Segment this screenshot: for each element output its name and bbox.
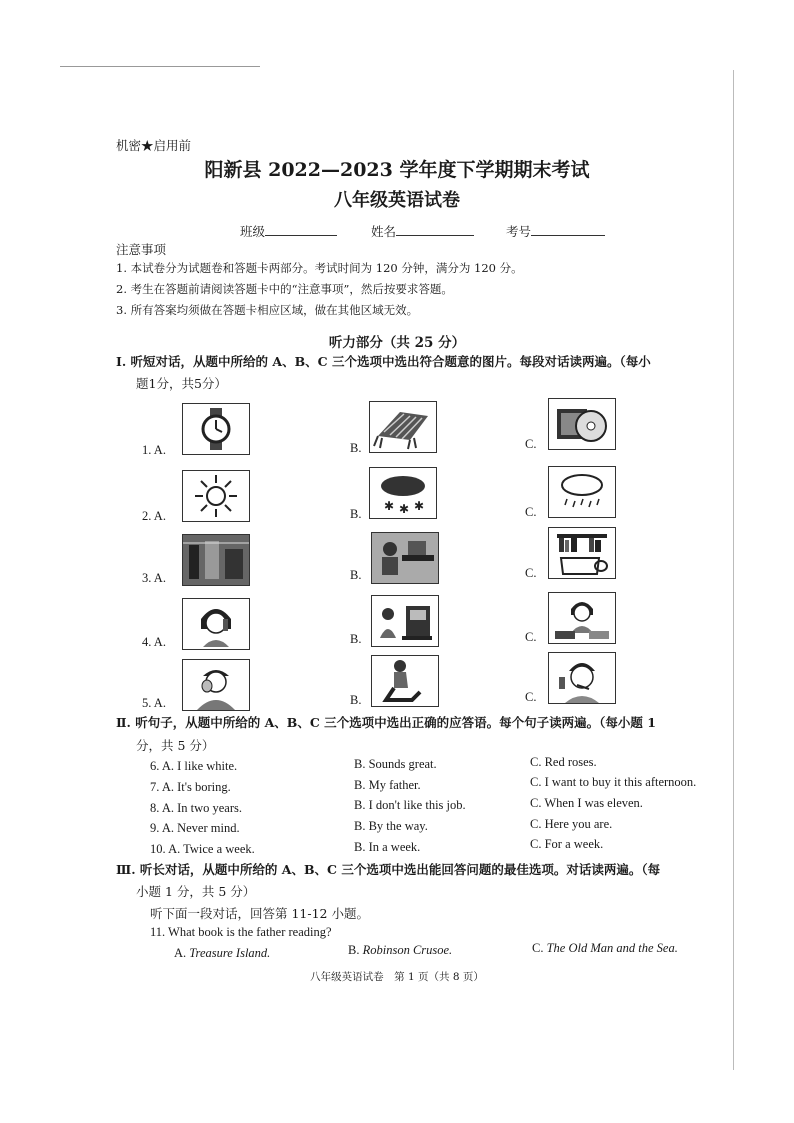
svg-text:✱: ✱ (384, 499, 395, 513)
q11-option-b[interactable] (348, 943, 452, 958)
part1-instruction: Ⅰ. 听短对话，从题中所给的 A、B、C 三个选项中选出符合题意的图片。每段对话读两遍。（每小 (116, 354, 651, 369)
desk-scene-icon (372, 533, 438, 583)
listening-heading: 听力部分（共 25 分） (328, 335, 466, 351)
q3-option-c-image[interactable] (548, 527, 616, 579)
q5-option-a-image[interactable] (182, 659, 250, 711)
q1-option-c-image[interactable] (548, 398, 616, 450)
q3-label: 3. A. (142, 571, 166, 585)
exam-subtitle: 八年级英语试卷 (334, 190, 460, 211)
q4-c-label: C. (525, 630, 537, 644)
q11-c-prefix: C. (532, 941, 544, 955)
q8-row (150, 801, 242, 816)
q6-option-a[interactable]: A. I like white. (161, 759, 238, 773)
snow-cloud-icon (370, 468, 436, 518)
q11-a-text: Treasure Island. (189, 946, 271, 960)
name-field[interactable] (396, 223, 474, 236)
q10-row (150, 842, 255, 857)
note-item: 3. 所有答案均须做在答题卡相应区域，做在其他区域无效。 (116, 303, 419, 317)
q3-option-a-image[interactable] (182, 534, 250, 586)
rain-cloud-icon (549, 467, 615, 517)
q5-c-label: C. (525, 690, 537, 704)
note-item: 2. 考生在答题前请阅读答题卡中的“注意事项”，然后按要求答题。 (116, 282, 453, 296)
q8-number: 8. (150, 801, 160, 815)
girl-phone-icon (183, 599, 249, 649)
confidential-mark: 机密★启用前 (116, 138, 192, 153)
binding-edge-line (733, 70, 734, 1070)
boy-toothache-icon (183, 660, 249, 710)
q9-option-c[interactable]: C. Here you are. (530, 817, 613, 831)
class-label: 班级 (240, 224, 266, 239)
q11-question: 11. What book is the father reading? (150, 925, 332, 939)
factory-scene-icon (183, 535, 249, 585)
exam-title: 阳新县 2022—2023 学年度下学期期末考试 (204, 159, 590, 181)
q6-option-c[interactable]: C. Red roses. (530, 755, 597, 769)
q2-b-label: B. (350, 507, 362, 521)
number-label: 考号 (505, 224, 531, 239)
girl-books-icon (549, 593, 615, 643)
part2-instruction: Ⅱ. 听句子，从题中所给的 A、B、C 三个选项中选出正确的应答语。每个句子读两遍。（每小题 1 (116, 715, 656, 730)
q7-option-c[interactable]: C. I want to buy it this afternoon. (530, 775, 697, 789)
q7-number: 7. (150, 780, 160, 794)
q9-number: 9. (150, 821, 160, 835)
q6-row (150, 759, 237, 774)
q8-option-c[interactable]: C. When I was eleven. (530, 796, 643, 810)
q1-c-label: C. (525, 437, 537, 451)
part3-instruction: Ⅲ. 听长对话，从题中所给的 A、B、C 三个选项中选出能回答问题的最佳选项。对话读两遍。（每 (116, 862, 661, 877)
q5-b-label: B. (350, 693, 362, 707)
q4-option-b-image[interactable] (371, 595, 439, 647)
q9-option-a[interactable]: A. Never mind. (161, 821, 240, 835)
q4-label: 4. A. (142, 635, 166, 649)
top-rule (60, 66, 260, 67)
name-label: 姓名 (370, 224, 396, 239)
part3-lead: 听下面一段对话，回答第 11-12 小题。 (150, 906, 369, 921)
scarf-icon (370, 402, 436, 452)
part2-instruction-cont: 分，共 5 分） (136, 738, 215, 753)
q8-option-b[interactable]: B. I don't like this job. (354, 798, 466, 812)
svg-text:✱: ✱ (399, 502, 410, 516)
q10-option-b[interactable]: B. In a week. (354, 840, 421, 854)
class-field[interactable] (265, 223, 337, 236)
q4-option-a-image[interactable] (182, 598, 250, 650)
q2-label: 2. A. (142, 509, 166, 523)
q7-option-b[interactable]: B. My father. (354, 778, 421, 792)
q4-option-c-image[interactable] (548, 592, 616, 644)
number-field[interactable] (531, 223, 605, 236)
q8-option-a[interactable]: A. In two years. (161, 801, 243, 815)
q9-option-b[interactable]: B. By the way. (354, 819, 428, 833)
q9-row (150, 821, 240, 836)
q5-option-c-image[interactable] (548, 652, 616, 704)
girl-reading-icon (372, 596, 438, 646)
q3-c-label: C. (525, 566, 537, 580)
svg-text:✱: ✱ (414, 499, 425, 513)
part1-instruction-cont: 题1分，共5分） (136, 376, 227, 391)
q7-option-a[interactable]: A. It's boring. (161, 780, 231, 794)
boy-fever-icon (549, 653, 615, 703)
q6-number: 6. (150, 759, 160, 773)
boy-sitting-icon (372, 656, 438, 706)
bookshelf-icon (549, 528, 615, 578)
q10-option-c[interactable]: C. For a week. (530, 837, 604, 851)
watch-icon (183, 404, 249, 454)
sun-icon (183, 471, 249, 521)
q4-b-label: B. (350, 632, 362, 646)
q1-b-label: B. (350, 441, 362, 455)
q11-option-c[interactable] (532, 941, 678, 956)
q11-c-text: The Old Man and the Sea. (546, 941, 678, 955)
q3-b-label: B. (350, 568, 362, 582)
q5-label: 5. A. (142, 696, 166, 710)
q5-option-b-image[interactable] (371, 655, 439, 707)
q11-b-prefix: B. (348, 943, 360, 957)
q11-a-prefix: A. (174, 946, 187, 960)
q10-number: 10. (150, 842, 166, 856)
q2-c-label: C. (525, 505, 537, 519)
q2-option-c-image[interactable] (548, 466, 616, 518)
q3-option-b-image[interactable] (371, 532, 439, 584)
notes-heading: 注意事项 (116, 242, 167, 257)
q1-option-a-image[interactable] (182, 403, 250, 455)
q1-option-b-image[interactable] (369, 401, 437, 453)
cd-icon (549, 399, 615, 449)
q11-option-a[interactable] (174, 946, 270, 961)
q2-option-b-image[interactable] (369, 467, 437, 519)
student-info-row (240, 222, 605, 240)
part3-instruction-cont: 小题 1 分，共 5 分） (136, 884, 256, 899)
q7-row (150, 780, 231, 795)
q11-b-text: Robinson Crusoe. (362, 943, 453, 957)
q2-option-a-image[interactable] (182, 470, 250, 522)
q1-label: 1. A. (142, 443, 166, 457)
page-footer: 八年级英语试卷 第 1 页（共 8 页） (310, 971, 484, 983)
q10-option-a[interactable]: A. Twice a week. (168, 842, 255, 856)
q6-option-b[interactable]: B. Sounds great. (354, 757, 437, 771)
note-item: 1. 本试卷分为试题卷和答题卡两部分。考试时间为 120 分钟，满分为 120 分。 (116, 261, 523, 275)
